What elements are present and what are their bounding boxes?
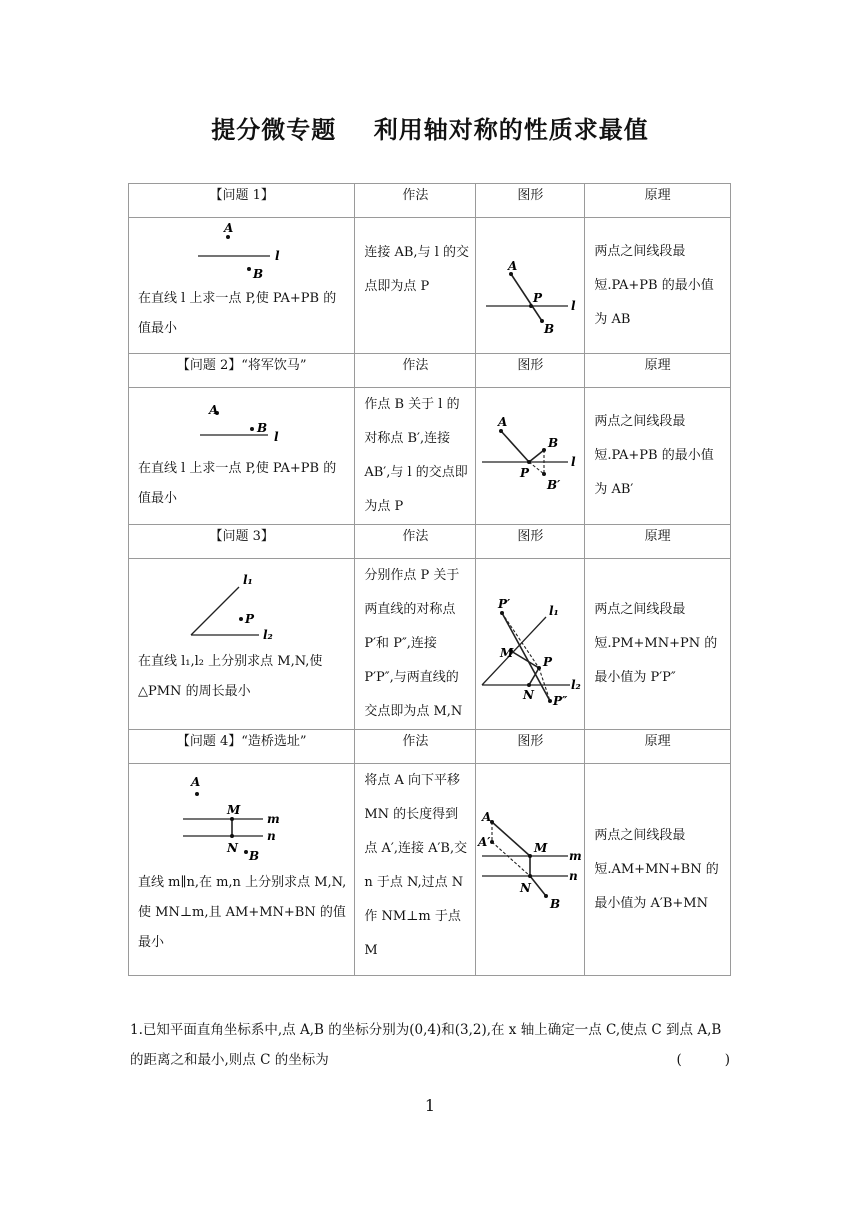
page-title: 提分微专题 利用轴对称的性质求最值 — [211, 116, 649, 144]
problem-heading: 【问题 1】 — [129, 184, 355, 218]
table-header-row — [129, 184, 731, 218]
svg-text:P: P — [533, 290, 543, 305]
svg-text:l₁: l₁ — [549, 604, 560, 618]
svg-text:l: l — [273, 430, 279, 444]
problem-diagram — [177, 764, 307, 868]
svg-text:M: M — [500, 646, 514, 660]
table-row — [129, 764, 731, 976]
method-cell — [355, 764, 476, 976]
principle-cell — [585, 559, 731, 730]
solution-diagram — [476, 234, 582, 334]
principle-heading: 原理 — [585, 525, 731, 559]
svg-text:P: P — [244, 612, 254, 626]
method-cell — [355, 388, 476, 525]
svg-text:M: M — [226, 803, 240, 817]
method-table — [128, 183, 731, 976]
svg-text:A′: A′ — [478, 834, 491, 849]
method-text: 将点 A 向下平移 MN 的长度得到点 A′,连接 A′B,交 n 于点 N,过点 N 作 NM⊥m 于点 M — [364, 773, 468, 958]
svg-text:A: A — [498, 415, 508, 429]
problem-description: 在直线 l₁,l₂ 上分别求点 M,N,使△PMN 的周长最小 — [138, 654, 323, 699]
exercise-1 — [130, 1015, 730, 1075]
problem-description: 在直线 l 上求一点 P,使 PA+PB 的值最小 — [138, 461, 337, 506]
figure-cell — [476, 559, 585, 730]
exercise-1-text: 1.已知平面直角坐标系中,点 A,B 的坐标分别为(0,4)和(3,2),在 x 轴上确定一点 C,使点 C 到点 A,B 的距离之和最小,则点 C 的坐标为 — [130, 1022, 722, 1068]
problem-cell — [129, 559, 355, 730]
method-heading: 作法 — [355, 730, 476, 764]
table-row — [129, 559, 731, 730]
solution-diagram — [476, 404, 582, 504]
solution-diagram — [476, 808, 582, 928]
svg-text:n: n — [569, 868, 579, 883]
svg-text:B′: B′ — [547, 478, 561, 492]
svg-text:N: N — [226, 841, 238, 855]
figure-cell — [476, 764, 585, 976]
svg-text:B: B — [256, 421, 267, 435]
principle-heading: 原理 — [585, 730, 731, 764]
answer-bracket: ( ) — [676, 1052, 730, 1068]
principle-cell — [585, 218, 731, 354]
svg-text:P: P — [520, 466, 530, 480]
principle-text: 两点之间线段最短.AM+MN+BN 的最小值为 A′B+MN — [594, 827, 719, 911]
svg-text:B: B — [548, 436, 559, 450]
problem-diagram — [182, 388, 302, 450]
problem-description: 直线 m∥n,在 m,n 上分别求点 M,N,使 MN⊥m,且 AM+MN+BN 的值最小 — [138, 875, 347, 950]
figure-cell — [476, 218, 585, 354]
principle-text: 两点之间线段最短.PA+PB 的最小值为 AB′ — [594, 414, 714, 497]
svg-text:N: N — [520, 880, 532, 895]
table-row — [129, 388, 731, 525]
problem-diagram — [177, 559, 307, 647]
svg-text:B: B — [252, 267, 263, 280]
svg-text:M: M — [534, 840, 548, 855]
method-cell — [355, 559, 476, 730]
problem-cell — [129, 388, 355, 525]
svg-text:l₁: l₁ — [242, 573, 253, 587]
svg-text:l₂: l₂ — [571, 678, 582, 692]
svg-text:A: A — [482, 809, 492, 824]
svg-text:m: m — [569, 848, 583, 863]
method-cell — [355, 218, 476, 354]
svg-text:B: B — [544, 321, 555, 334]
figure-heading: 图形 — [476, 354, 585, 388]
svg-text:B: B — [550, 896, 561, 911]
svg-text:n: n — [266, 829, 276, 843]
svg-text:P″: P″ — [553, 694, 568, 707]
svg-text:P: P — [543, 655, 553, 669]
svg-text:l: l — [571, 298, 576, 313]
svg-text:A: A — [190, 775, 200, 789]
principle-heading: 原理 — [585, 354, 731, 388]
svg-text:l: l — [274, 249, 280, 263]
method-heading: 作法 — [355, 525, 476, 559]
svg-text:N: N — [523, 688, 535, 702]
problem-cell — [129, 218, 355, 354]
principle-text: 两点之间线段最短.PA+PB 的最小值为 AB — [594, 243, 714, 327]
problem-cell — [129, 764, 355, 976]
method-text: 作点 B 关于 l 的对称点 B′,连接 AB′,与 l 的交点即为点 P — [364, 397, 468, 514]
svg-text:A: A — [508, 258, 518, 273]
figure-heading: 图形 — [476, 525, 585, 559]
figure-heading: 图形 — [476, 730, 585, 764]
svg-text:A: A — [208, 403, 218, 417]
svg-text:m: m — [266, 812, 280, 826]
principle-text: 两点之间线段最短.PM+MN+PN 的最小值为 P′P″ — [594, 602, 718, 685]
table-row — [129, 218, 731, 354]
figure-cell — [476, 388, 585, 525]
svg-text:l₂: l₂ — [262, 628, 273, 642]
svg-text:A: A — [223, 221, 233, 235]
figure-heading: 图形 — [476, 184, 585, 218]
problem-heading: 【问题 3】 — [129, 525, 355, 559]
svg-text:P′: P′ — [498, 597, 511, 611]
method-text: 分别作点 P 关于两直线的对称点 P′和 P″,连接 P′P″,与两直线的交点即为点 M,N — [364, 568, 463, 719]
principle-cell — [585, 764, 731, 976]
solution-diagram — [476, 577, 582, 707]
page-number: 1 — [424, 1096, 436, 1115]
principle-heading: 原理 — [585, 184, 731, 218]
svg-text:l: l — [571, 455, 576, 469]
problem-heading: 【问题 4】“造桥选址” — [129, 730, 355, 764]
problem-diagram — [182, 218, 302, 280]
method-heading: 作法 — [355, 184, 476, 218]
problem-heading: 【问题 2】“将军饮马” — [129, 354, 355, 388]
method-text: 连接 AB,与 l 的交点即为点 P — [364, 245, 469, 294]
method-heading: 作法 — [355, 354, 476, 388]
principle-cell — [585, 388, 731, 525]
problem-description: 在直线 l 上求一点 P,使 PA+PB 的值最小 — [138, 291, 337, 336]
svg-text:B: B — [248, 849, 259, 863]
